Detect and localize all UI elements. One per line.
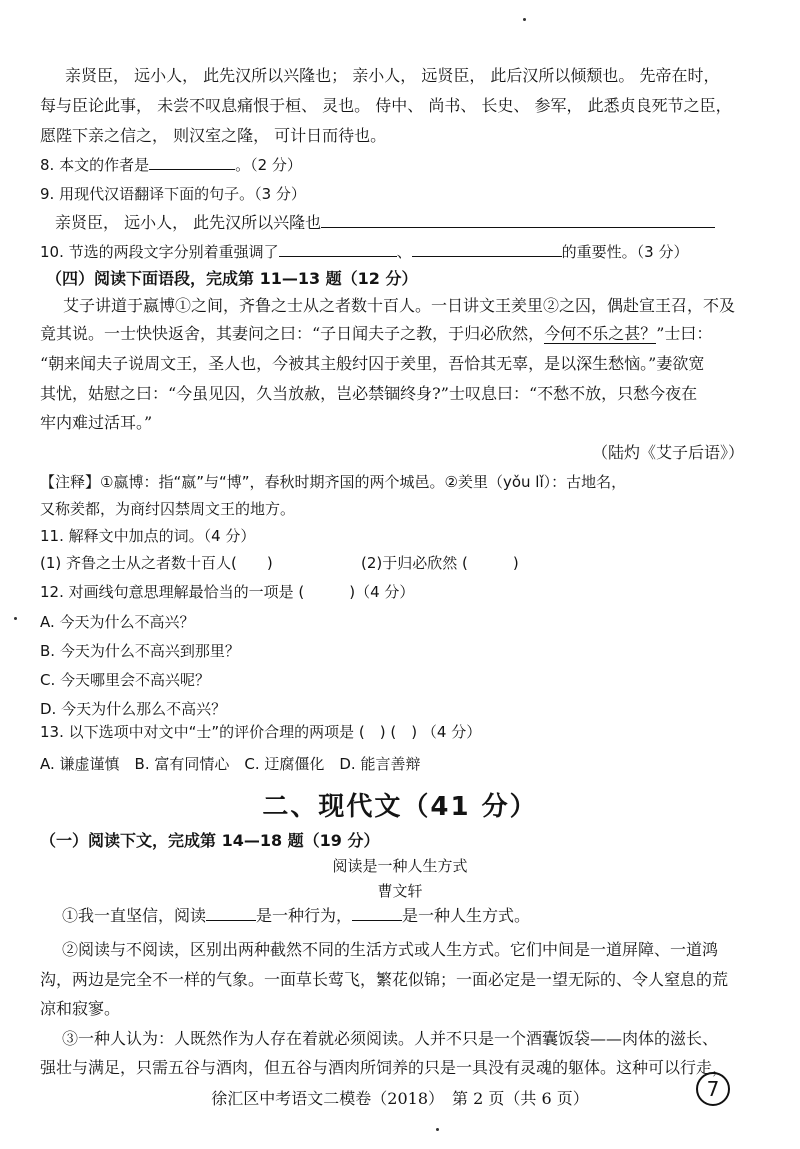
question-9: 9. 用现代汉语翻译下面的句子。（3 分） (40, 185, 306, 203)
passage-line: “朝来闻夫子说周文王，圣人也，今被其主般纣囚于羑里，吾恰其无辜，是以深生愁恼。”妻欲宽 (40, 354, 705, 373)
option-a: A. 今天为什么不高兴？ (40, 613, 195, 631)
passage-line: 强壮与满足，只需五谷与酒肉，但五谷与酒肉所饲养的只是一具没有灵魂的躯体。这种可以行走， (40, 1058, 729, 1077)
separator: 、 (396, 243, 412, 261)
page-number-badge: 7 (696, 1072, 730, 1106)
passage-text: 竟其说。一士快快返舍，其妻问之曰：“子日闻夫子之教，于归必欣然， (40, 324, 545, 343)
section-1-title: （一）阅读下文，完成第 14—18 题（19 分） (40, 831, 380, 850)
article-author: 曹文轩 (377, 882, 423, 900)
annotation: 【注释】①嬴博：指“嬴”与“博”，春秋时期齐国的两个城邑。②羑里（yǒu lǐ）：古地名， (40, 473, 627, 491)
scan-speck (523, 18, 526, 21)
question-13-options: A. 谦虚谨慎 B. 富有同情心 C. 迂腐僵化 D. 能言善辩 (40, 755, 421, 773)
passage-line: 每与臣论此事， 未尝不叹息痛恨于桓、 灵也。 侍中、 尚书、 长史、 参军， 此悉贞良死节之臣， (40, 96, 732, 115)
sentence-text: 亲贤臣， 远小人， 此先汉所以兴隆也 (55, 213, 322, 232)
question-9-sentence (55, 213, 715, 233)
scan-speck (14, 617, 17, 620)
section-4-title: （四）阅读下面语段，完成第 11—13 题（12 分） (46, 269, 418, 288)
paragraph-text: 是一种人生方式。 (402, 906, 531, 925)
paragraph-text: ①我一直坚信，阅读 (62, 906, 207, 925)
underlined-sentence: 今何不乐之甚？ (544, 324, 657, 343)
question-10-score: 的重要性。（3 分） (561, 243, 689, 261)
question-11: 11. 解释文中加点的词。（4 分） (40, 527, 256, 545)
passage-line: 艾子讲道于嬴博①之间，齐鲁之士从之者数十百人。一日讲文王羑里②之囚，偶赴宣王召，不及 (63, 296, 736, 315)
passage-text: ”士曰： (656, 324, 713, 343)
annotation: 又称羑都，为商纣囚禁周文王的地方。 (40, 500, 296, 518)
question-13: 13. 以下选项中对文中“士”的评价合理的两项是 ( ) ( ) （4 分） (40, 723, 482, 741)
question-8-score: 。（2 分） (235, 156, 302, 174)
question-10 (40, 242, 688, 262)
article-paragraph-1 (62, 906, 530, 926)
passage-line: 亲贤臣， 远小人， 此先汉所以兴隆也； 亲小人， 远贤臣， 此后汉所以倾颓也。 先帝在时， (65, 66, 720, 85)
section-heading: 二、现代文（41 分） (262, 792, 538, 822)
answer-blank[interactable] (206, 906, 256, 921)
passage-line: ③一种人认为：人既然作为人存在着就必须阅读。人并不只是一个酒囊饭袋——肉体的滋长、 (62, 1029, 719, 1048)
paragraph-text: 是一种行为， (256, 906, 353, 925)
question-8 (40, 155, 302, 175)
option-b: B. 今天为什么不高兴到那里？ (40, 642, 240, 660)
page-footer: 徐汇区中考语文二模卷（2018） 第 2 页（共 6 页） (211, 1089, 589, 1108)
question-11-item-1: (1) 齐鲁之士从之者数十百人( ) (40, 554, 273, 572)
article-title: 阅读是一种人生方式 (332, 857, 468, 875)
answer-blank[interactable] (412, 242, 562, 257)
answer-blank[interactable] (352, 906, 402, 921)
answer-blank[interactable] (321, 213, 715, 228)
option-c: C. 今天哪里会不高兴呢？ (40, 671, 211, 689)
passage-line: 沟，两边是完全不一样的气象。一面草长莺飞，繁花似锦；一面必定是一望无际的、令人窒息的荒 (40, 970, 729, 989)
question-8-text: 8. 本文的作者是 (40, 156, 150, 174)
passage-line: ②阅读与不阅读，区别出两种截然不同的生活方式或人生方式。它们中间是一道屏障、一道鸿 (62, 940, 719, 959)
passage-line: 其忧，姑慰之曰：“今虽见囚，久当放赦，岂必禁锢终身?”士叹息曰：“不愁不放，只愁今夜在 (40, 384, 698, 403)
scan-speck (436, 1128, 439, 1131)
passage-line (40, 324, 712, 344)
answer-blank[interactable] (279, 242, 397, 257)
question-12: 12. 对画线句意思理解最恰当的一项是 ( )（4 分） (40, 583, 415, 601)
source-citation: （陆灼《艾子后语》） (592, 443, 745, 462)
passage-line: 凉和寂寥。 (40, 999, 121, 1018)
question-11-item-2: (2)于归必欣然 ( ) (361, 554, 519, 572)
passage-line: 牢内难过活耳。” (40, 413, 153, 432)
option-d: D. 今天为什么那么不高兴？ (40, 700, 227, 718)
question-10-text: 10. 节选的两段文字分别着重强调了 (40, 243, 279, 261)
answer-blank[interactable] (149, 155, 235, 170)
passage-line: 愿陛下亲之信之， 则汉室之隆， 可计日而待也。 (40, 126, 387, 145)
